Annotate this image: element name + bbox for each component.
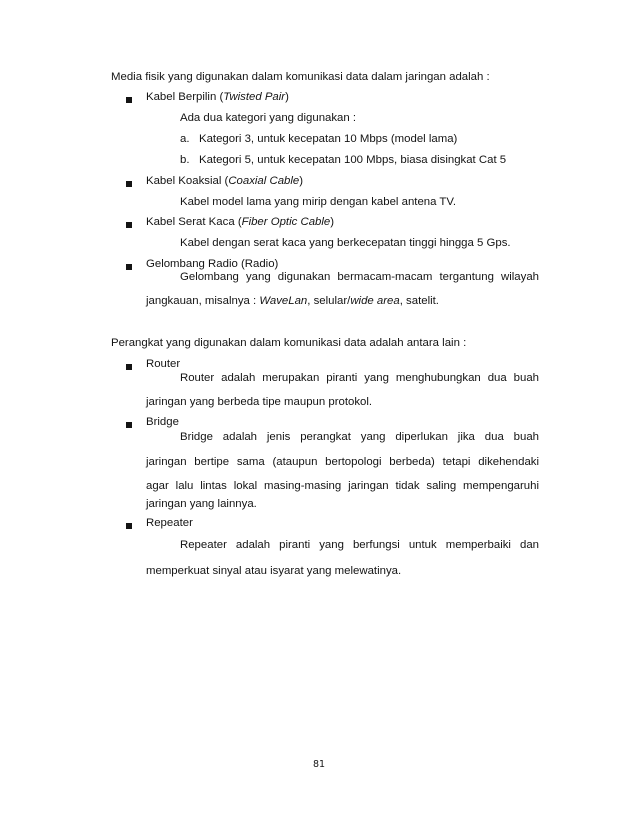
repeater-desc-line1: Repeater adalah piranti yang berfungsi untuk memperbaiki dan [180,539,539,551]
twisted-pair-desc: Ada dua kategori yang digunakan : [180,112,357,124]
bullet-square-icon [126,264,132,270]
bullet-square-icon [126,97,132,103]
page-number: 81 [312,759,326,770]
bridge-desc-line4: jaringan yang lainnya. [146,498,257,510]
bridge-label: Bridge [146,416,179,428]
coaxial-label: Kabel Koaksial (Coaxial Cable) [146,175,304,187]
twisted-pair-label: Kabel Berpilin (Twisted Pair) [146,91,289,103]
repeater-label: Repeater [146,517,193,529]
radio-label: Gelombang Radio (Radio) [146,258,279,270]
list-marker: b. [180,154,190,166]
list-marker: a. [180,133,190,145]
fiber-optic-desc: Kabel dengan serat kaca yang berkecepatan tinggi hingga 5 Gps. [180,237,511,249]
fiber-optic-label: Kabel Serat Kaca (Fiber Optic Cable) [146,216,335,228]
bullet-square-icon [126,181,132,187]
bullet-square-icon [126,364,132,370]
media-intro: Media fisik yang digunakan dalam komunikasi data dalam jaringan adalah : [111,71,490,83]
router-desc-line2: jaringan yang berbeda tipe maupun protokol. [146,396,373,408]
bridge-desc-line2: jaringan bertipe sama (ataupun bertopologi berbeda) tetapi dikehendaki [146,456,539,468]
radio-desc-line2: jangkauan, misalnya : WaveLan, selular/wide area, satelit. [146,295,439,307]
devices-intro: Perangkat yang digunakan dalam komunikasi data adalah antara lain : [111,337,467,349]
list-item: Kategori 5, untuk kecepatan 100 Mbps, biasa disingkat Cat 5 [199,154,507,166]
bullet-square-icon [126,222,132,228]
bridge-desc-line3: agar lalu lintas lokal masing-masing jaringan tidak saling mempengaruhi [146,480,539,492]
bridge-desc-line1: Bridge adalah jenis perangkat yang diperlukan jika dua buah [180,431,539,443]
router-label: Router [146,358,181,370]
list-item: Kategori 3, untuk kecepatan 10 Mbps (model lama) [199,133,458,145]
repeater-desc-line2: memperkuat sinyal atau isyarat yang melewatinya. [146,565,402,577]
radio-desc-line1: Gelombang yang digunakan bermacam-macam tergantung wilayah [180,271,539,283]
bullet-square-icon [126,523,132,529]
coaxial-desc: Kabel model lama yang mirip dengan kabel antena TV. [180,196,457,208]
bullet-square-icon [126,422,132,428]
router-desc-line1: Router adalah merupakan piranti yang menghubungkan dua buah [180,372,539,384]
